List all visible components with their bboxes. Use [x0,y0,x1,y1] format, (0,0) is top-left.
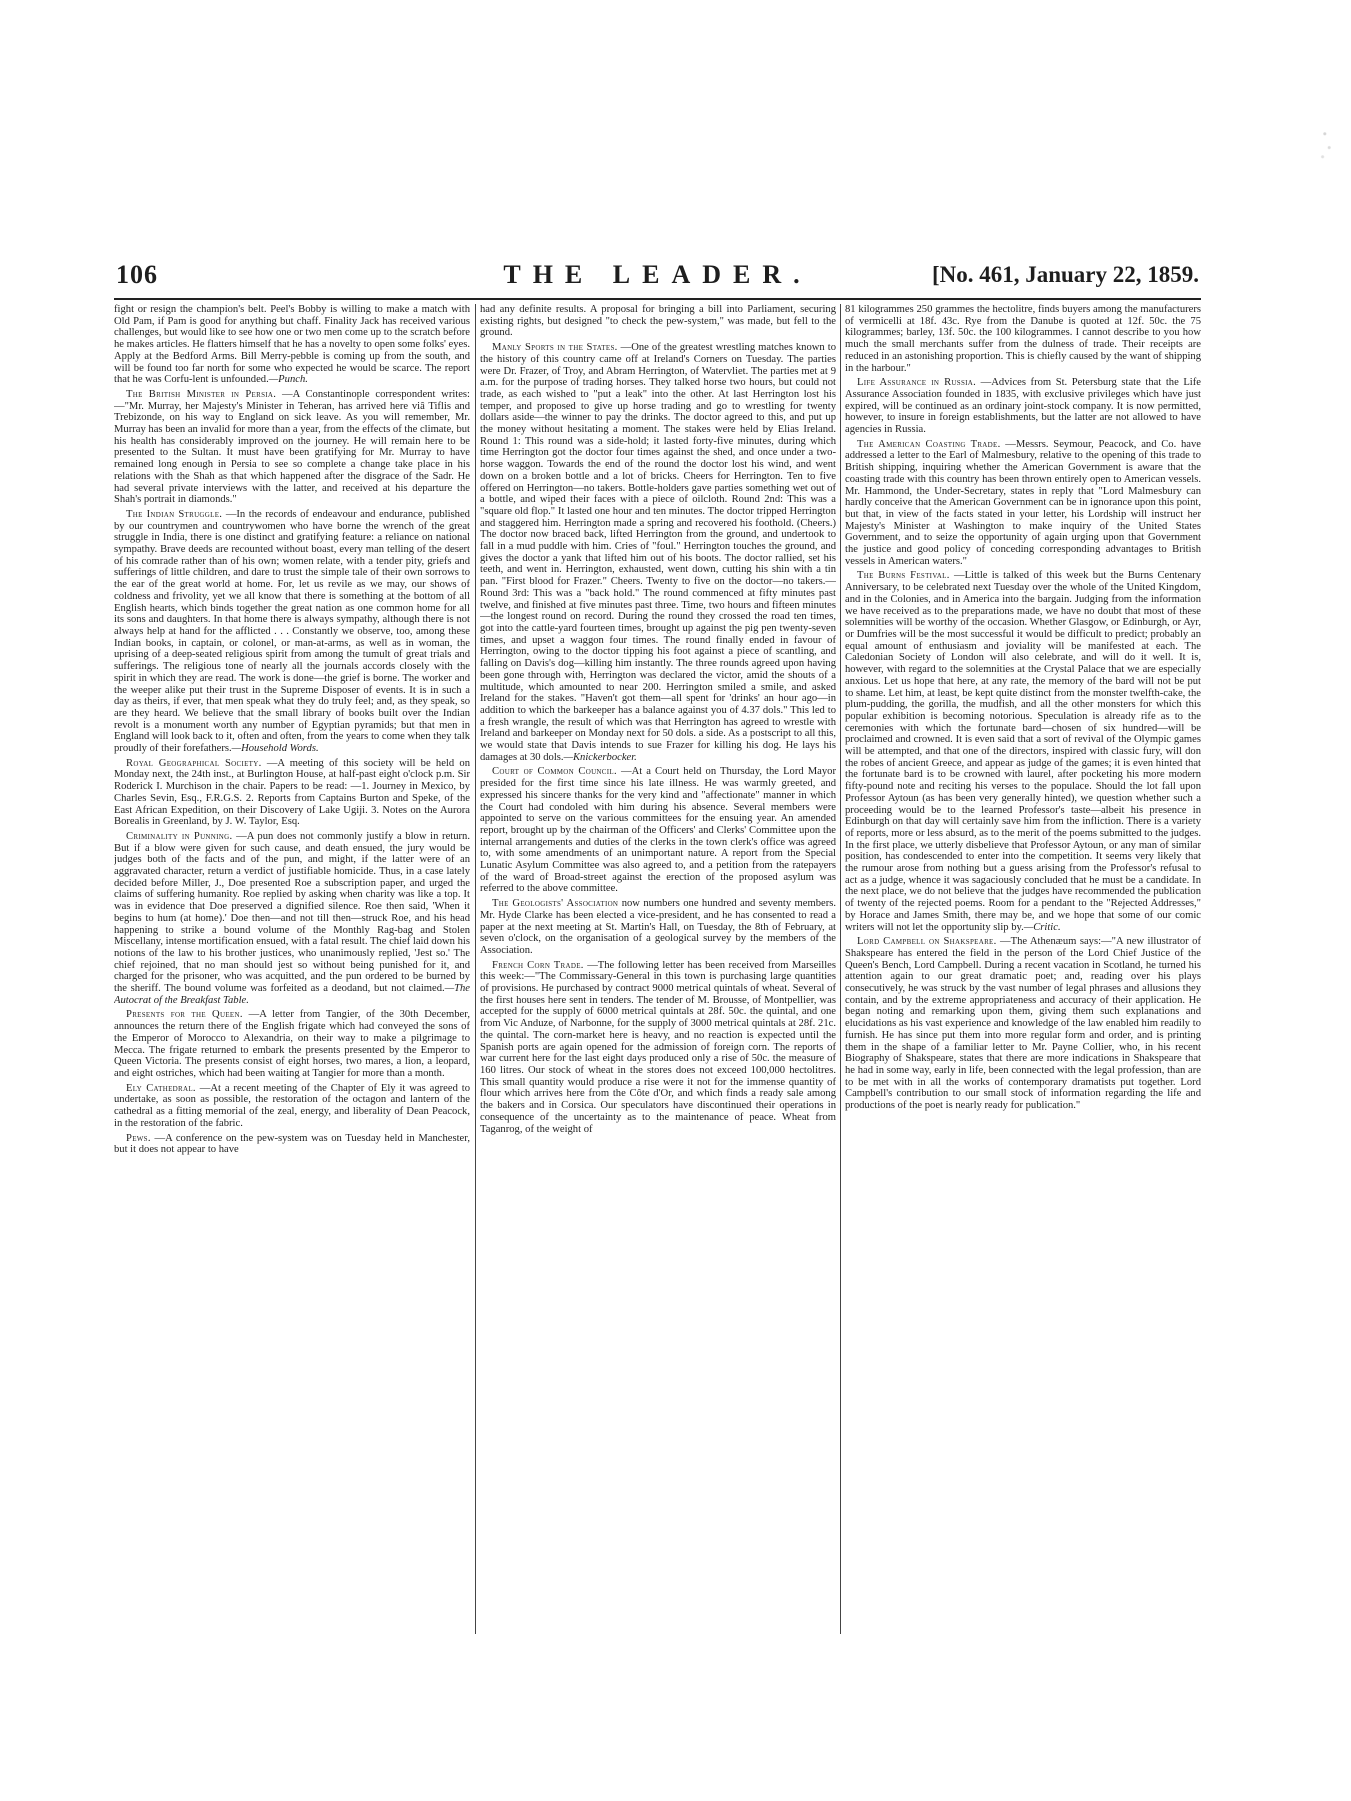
article-source: —Knickerbocker. [563,751,637,763]
article-paragraph [114,831,470,1007]
article-paragraph [114,304,470,386]
article-paragraph [480,304,836,339]
article-heading: Ely Cathedral. [126,1082,196,1094]
article-text: —In the records of endeavour and endurance, published by our countrymen and countrywomen who have borne the wrench of the great struggle in India, there is one distinct and gratifying feature: a reliance on national sympathy. Brave deeds are recounted without boast, every man telling of the desert of his comrade rather than of his own; women relate, with a tender pity, griefs and sufferings of little children, and dare to trust the simple tale of their own sorrows to the ear of the great world at home. For, let us revile as we may, our shows of coldness and frivolity, yet we all know that there is something at the bottom of all English hearts, which binds together the great nation as one common home for all its sons and daughters. In that home there is always sympathy, although there is not always help at hand for the afflicted . . . Constantly we observe, too, among these Indian books, in captain, or colonel, or man-at-arms, as well as in woman, the uprising of a deep-seated religious spirit from among the tumult of great trials and sufferings. The religious tone of nearly all the journals accords closely with the spirit in which they are read. The work is done—the grief is borne. The worker and the weeper alike put their trust in the Supreme Disposer of events. It is in such a day as theirs, if ever, that men speak what they do truly feel; and, as they speak, so are they heard. We believe that the small library of books built over the Indian revolt is a monument worth any number of Egyptian pyramids; but that men in England will look back to it, often and often, from the years to come when they talk proudly of their forefathers. [114,508,470,755]
article-text: —Messrs. Seymour, Peacock, and Co. have addressed a letter to the Earl of Malmesbury, relative to the opening of this trade to British shipping, inquiring whether the American Government is aware that the coasting trade with this country has been thrown entirely open to American vessels. Mr. Hammond, the Under-Secretary, states in reply that "Lord Malmesbury can hardly conceive that the American Government can be in ignorance upon this point, but that, in view of the facts stated in your letter, his Lordship will instruct her Majesty's Minister at Washington to make inquiry of the United States Government, and to seize the opportunity of again urging upon that Government the justice and good policy of conceding corresponding advantages to British vessels in American waters." [845,438,1201,567]
article-heading: Pews. [126,1132,151,1144]
article-text: —The Athenæum says:—"A new illustrator of Shakspeare has entered the field in the person of the Lord Chief Justice of the Queen's Bench, Lord Campbell. During a recent vacation in Scotland, he turned his attention again to our great dramatic poet; and, reading over his plays consecutively, he was struck by the vast number of legal phrases and allusions they contain, and by the extreme appropriateness and accuracy of their application. He began noting and remarking upon them, giving them such explanations and elucidations as his vast experience and knowledge of the law enabled him readily to furnish. He has since put them into more regular form and order, and is printing them in the shape of a familiar letter to Mr. Payne Collier, who, in his recent Biography of Shakspeare, states that there are more indications in Shakspeare that he had in some way, early in life, been connected with the legal profession, than are to be met with in all the works of contemporary dramatists put together. Lord Campbell's contribution to our small stock of information regarding the life and productions of the poet is nearly ready for publication." [845,936,1201,1112]
article-text: —At a Court held on Thursday, the Lord Mayor presided for the first time since his late illness. He was warmly greeted, and expressed his sincere thanks for the very kind and "affectionate" manner in which the Court had condoled with him during his absence. Several members were appointed to serve on the various committees for the ensuing year. An amended report, brought up by the chairman of the Officers' and Clerks' Committee upon the internal arrangements and duties of the clerks in the town clerk's office was agreed to, with some amendments of an unimportant nature. A report from the Special Lunatic Asylum Committee was also agreed to, and a petition from the ratepayers of the ward of Broad-street against the erection of the proposed asylum was referred to the above committee. [480,766,836,895]
article-text: —A conference on the pew-system was on Tuesday held in Manchester, but it does not appear to have [114,1132,470,1156]
article-heading: Life Assurance in Russia. [857,377,977,389]
masthead [114,258,1201,300]
article-heading: Manly Sports in the States. [492,342,618,354]
article-paragraph [480,766,836,895]
article-heading: The British Minister in Persia. [126,388,277,400]
article-paragraph [114,1133,470,1156]
article-source: —The Autocrat of the Breakfast Table. [114,983,470,1006]
article-heading: The Indian Struggle. [126,508,223,520]
article-paragraph [114,509,470,755]
article-paragraph [845,439,1201,568]
article-paragraph [114,389,470,506]
article-paragraph [114,758,470,828]
article-paragraph [845,377,1201,436]
article-text: —The following letter has been received from Marseilles this week:—"The Commissary-General in this town is purchasing large quantities of provisions. He purchased by contract 9000 metrical quintals of wheat. Several of the first houses here sent in tenders. The tender of M. Brousse, of Montpellier, was accepted for the supply of 6000 metrical quintals at 28f. 50c. the quintal, and one from Vic Anduze, of Narbonne, for the supply of 3000 metrical quintals at 28f. 21c. the quintal. The corn-market here is heavy, and no reaction is expected until the Spanish ports are again opened for the admission of foreign corn. The reports of war current here for the last eight days produced only a rise of 50c. the measure of 160 litres. Our stock of wheat in the stores does not exceed 100,000 hectolitres. This small quantity would produce a rise were it not for the immense quantity of flour which arrives here from the Côte d'Or, and which finds a ready sale among the bakers and in Corsica. Our speculators have discontinued their operations in consequence of the uncertainty as to the maintenance of peace. Wheat from Taganrog, of the weight of [480,959,836,1135]
article-paragraph [845,570,1201,933]
article-paragraph [845,936,1201,1112]
column-rule [475,304,476,1634]
article-text: —A Constantinople correspondent writes:—"Mr. Murray, her Majesty's Minister in Teheran, has arrived here viâ Tiflis and Trebizonde, on his way to England on sick leave. As you will remember, Mr. Murray has been an invalid for more than a year, from the effects of the climate, but his health has considerably improved on the journey. He will remain here to be presented to the Sultan. It must have been gratifying for Mr. Murray to have remained long enough in Persia to see so complete a change take place in his relations with the Shah as that which happened after the disgrace of the Sadr. He had several private interviews with the latter, and received at his departure the Shah's portrait in diamonds." [114,388,470,506]
newspaper-page [114,258,1201,1638]
article-text: 81 kilogrammes 250 grammes the hectolitre, finds buyers among the manufacturers of vermicelli at 18f. 43c. Rye from the Danube is quoted at 12f. 50c. the 75 kilogrammes; barley, 13f. 50c. the 100 kilogrammes. I cannot describe to you how much the small merchants suffer from the dulness of trade. Their receipts are reduced in an astonishing proportion. This is chiefly caused by the want of shipping in the harbour." [845,304,1201,374]
article-paragraph [480,342,836,763]
article-text: —A pun does not commonly justify a blow in return. But if a blow were given for such cause, and death ensued, the jury would be judges both of the facts and of the pun, and might, if the latter were of an aggravated character, return a verdict of justifiable homicide. Thus, in a case lately decided before Miller, J., Doe presented Roe a subscription paper, and urged the claims of suffering humanity. Roe replied by asking when charity was like a top. It was in evidence that Doe preserved a dignified silence. Roe then said, 'When it begins to hum (at home).' Doe then—and not till then—struck Roe, and his head happening to strike a bound volume of the Monthly Rag-bag and Stolen Miscellany, intense mortification ensued, with a fatal result. The chief laid down his notions of the law to his brother justices, who unanimously replied, 'Jest so.' The chief rejoined, that no man should jest so without being punished for it, and charged for the prisoner, who was acquitted, and the pun ordered to be burned by the sheriff. The bound volume was forfeited as a deodand, but not claimed. [114,830,470,995]
article-text: had any definite results. A proposal for bringing a bill into Parliament, securing existing rights, but designed "to check the pew-system," was made, but fell to the ground. [480,304,836,339]
article-text: —A meeting of this society will be held on Monday next, the 24th inst., at Burlington House, at half-past eight o'clock p.m. Sir Roderick I. Murchison in the chair. Papers to be read: —1. Journey in Mexico, by Charles Sevin, Esq., F.R.G.S. 2. Reports from Captains Burton and Speke, of the East African Expedition, on their Discovery of Lake Ugiji. 3. Notes on the Aurora Borealis in Greenland, by J. W. Taylor, Esq. [114,757,470,828]
article-heading: French Corn Trade. [492,959,584,971]
article-heading: Royal Geographical Society. [126,757,262,769]
article-text: now numbers one hundred and seventy members. Mr. Hyde Clarke has been elected a vice-president, and he has consented to read a paper at the next meeting at St. Martin's Hall, on Tuesday, the 8th of February, at seven o'clock, on the organisation of a geological survey by the members of the Association. [480,898,836,956]
newspaper-title: THE LEADER. [503,260,812,289]
article-heading: Criminality in Punning. [126,830,233,842]
article-heading: Court of Common Council. [492,766,617,778]
article-heading: Lord Campbell on Shakspeare. [857,936,997,948]
scan-speckle [1316,120,1338,166]
article-heading: The Geologists' Association [492,898,619,910]
article-text: —A letter from Tangier, of the 30th December, announces the return there of the English frigate which had conveyed the sons of the Emperor of Morocco to Alexandria, on their way to make a pilgrimage to Mecca. The frigate returned to embark the presents presented by the Emperor to Queen Victoria. The presents consist of eight horses, two mares, a lion, a leopard, and eight ostriches, which had been waiting at Tangier for more than a month. [114,1009,470,1079]
issue-date: [No. 461, January 22, 1859. [931,262,1199,287]
article-source: —Household Words. [231,743,319,755]
article-paragraph [845,304,1201,374]
article-columns [114,304,1201,1634]
article-heading: The American Coasting Trade. [857,438,1001,450]
column-1 [114,304,470,1634]
article-heading: The Burns Festival. [857,570,950,582]
article-heading: Presents for the Queen. [126,1009,243,1021]
article-text: —Little is talked of this week but the Burns Centenary Anniversary, to be celebrated next Tuesday over the whole of the United Kingdom, and in the Colonies, and in America into the bargain. Judging from the information we have received as to the preparations made, we have no doubt that most of these solemnities will be worthy of the occasion. Whether Glasgow, or Edinburgh, or Ayr, or Dumfries will be the most successful it would be difficult to predict; probably an equal amount of enthusiasm and joviality will be manifested at each. The Caledonian Society of London will also celebrate, and will do it well. It is, however, with regard to the solemnities at the Crystal Palace that we are especially anxious. Let us hope that here, at any rate, the memory of the bard will not be put to shame. Let him, at least, be kept quite distinct from the monster twelfth-cake, the plum-pudding, the gorilla, the mudfish, and all the other monsters for which this popular exhibition is becoming notorious. Speculation is already rife as to the ceremonies with which the fortunate bard—chosen of six hundred—will be proclaimed and crowned. It is even said that a sort of revival of the Olympic games will be attempted, and that one of the directors, inspired with classic fury, will don the robes of ancient Greece, and appear as judge of the games; it is even hinted that the fortunate bard is to be crowned with laurel, after pocketing his more modern fifty-pound note and reciting his verses to the populace. Should the lot fall upon Professor Aytoun (as has been very generally hinted), we question whether such a proceeding would be to the learned Professor's taste—albeit his presence in Edinburgh on that day will certainly save him from the infliction. There is a variety of reports, more or less absurd, as to the merit of the poems submitted to the judges. In the first place, we utterly disbelieve that Professor Aytoun, or any man of similar position, has condescended to enter into the competition. It seems very likely that the rumour arose from nothing but a guess arising from the Professor's refusal to act as a judge, whence it was sagaciously concluded that he must be a candidate. In the next place, we do not believe that the judges have recommended the publication of twenty of the rejected poems. Room for a pendant to the "Rejected Addresses," by Horace and James Smith, there may be, and we hope that some of our comic writers will not let the opportunity slip by. [845,570,1201,933]
article-source: —Punch. [268,374,308,386]
article-text: fight or resign the champion's belt. Peel's Bobby is willing to make a match with Old Pam, if Pam is good for anything but chaff. Finality Jack has received various challenges, but would like to see how one or two men come up to the scratch before he makes articles. He flatters himself that he has a novelty to open some folks' eyes. Apply at the Bedford Arms. Bill Merry-pebble is coming up from the south, and will be found too far north for some who expected he would be scarce. The report that he was Corfu-lent is unfounded. [114,304,470,386]
article-paragraph [480,898,836,957]
column-rule [840,304,841,1634]
column-3 [845,304,1201,1634]
article-paragraph [114,1083,470,1130]
article-paragraph [480,960,836,1136]
page-number: 106 [116,260,158,289]
article-text: —At a recent meeting of the Chapter of Ely it was agreed to undertake, as soon as possible, the restoration of the octagon and lantern of the cathedral as a fitting memorial of the zeal, energy, and liberality of Dean Peacock, in the restoration of the fabric. [114,1082,470,1129]
column-2 [480,304,836,1634]
article-paragraph [114,1009,470,1079]
article-source: —Critic. [1023,921,1061,933]
article-text: —Advices from St. Petersburg state that the Life Assurance Association founded in 1835, with exclusive privileges which have just expired, will be continued as an ordinary joint-stock company. It is now permitted, however, to insure in foreign establishments, but the latter are not allowed to have agencies in Russia. [845,377,1201,436]
article-text: —One of the greatest wrestling matches known to the history of this country came off at Ireland's Corners on Tuesday. The parties were Dr. Frazer, of Troy, and Abram Herrington, of Watervliet. The parties met at 9 a.m. for the purpose of trading horses. They talked horse two hours, but could not trade, as each wished to "put a leak" into the other. At last Herrington lost his temper, and proposed to give up horse trading and go to wrestling for twenty dollars aside—the winner to pay the drinks. The doctor agreed to this, and put up the money without hesitating a moment. The stakes were held by Elias Ireland. Round 1: This round was a side-hold; it lasted forty-five minutes, during which time Herrington got the doctor four times against the shed, and once under a two-horse waggon. Towards the end of the round the doctor lost his wind, and went down on a broken bottle and a lot of bricks. Cheers for Herrington. Ten to five offered on Herrington—no takers. Bottle-holders gave parties something wet out of a bottle, and wiped their faces with a piece of oilcloth. Round 2nd: This was a "square old flop." It lasted one hour and ten minutes. The doctor tripped Herrington and staggered him. Herrington made a spring and recovered his foothold. (Cheers.) The doctor now braced back, lifted Herrington from the ground, and undertook to fall in a mud puddle with him. Cries of "foul." Herrington touches the ground, and gives the doctor a yank that lifted him out of his boots. The doctor rallied, set his teeth, and went in. Herrington, exhausted, went down, cutting his shin with a tin pan. "First blood for Frazer." Cheers. Twenty to five on the doctor—no takers.—Round 3rd: This was a "back hold." The round commenced at fifty minutes past twelve, and finished at five minutes past three. Time, two hours and fifteen minutes—the longest round on record. During the round they crossed the road ten times, got into the cattle-yard fourteen times, brought up against the pig pen twenty-seven times, and upset a waggon four times. The round finally ended in favour of Herrington, owing to the doctor tipping his foot against a piece of scantling, and falling on Davis's dog—killing him instantly. The three rounds agreed upon having been gone through with, Herrington was declared the victor, amid the shouts of a multitude, which amounted to near 200. Herrington smiled a smile, and asked Ireland for the stakes. "Haven't got them—all spent for 'drinks' an hour ago—in addition to which the barkeeper has a balance against you of 4.37 dols." This led to a fresh wrangle, the result of which was that Herrington has agreed to wrestle with Ireland and barkeeper on Monday next for 50 dols. a side. As a postscript to all this, we would state that Davis intends to sue Frazer for killing his dog. He lays his damages at 30 dols. [480,342,836,763]
